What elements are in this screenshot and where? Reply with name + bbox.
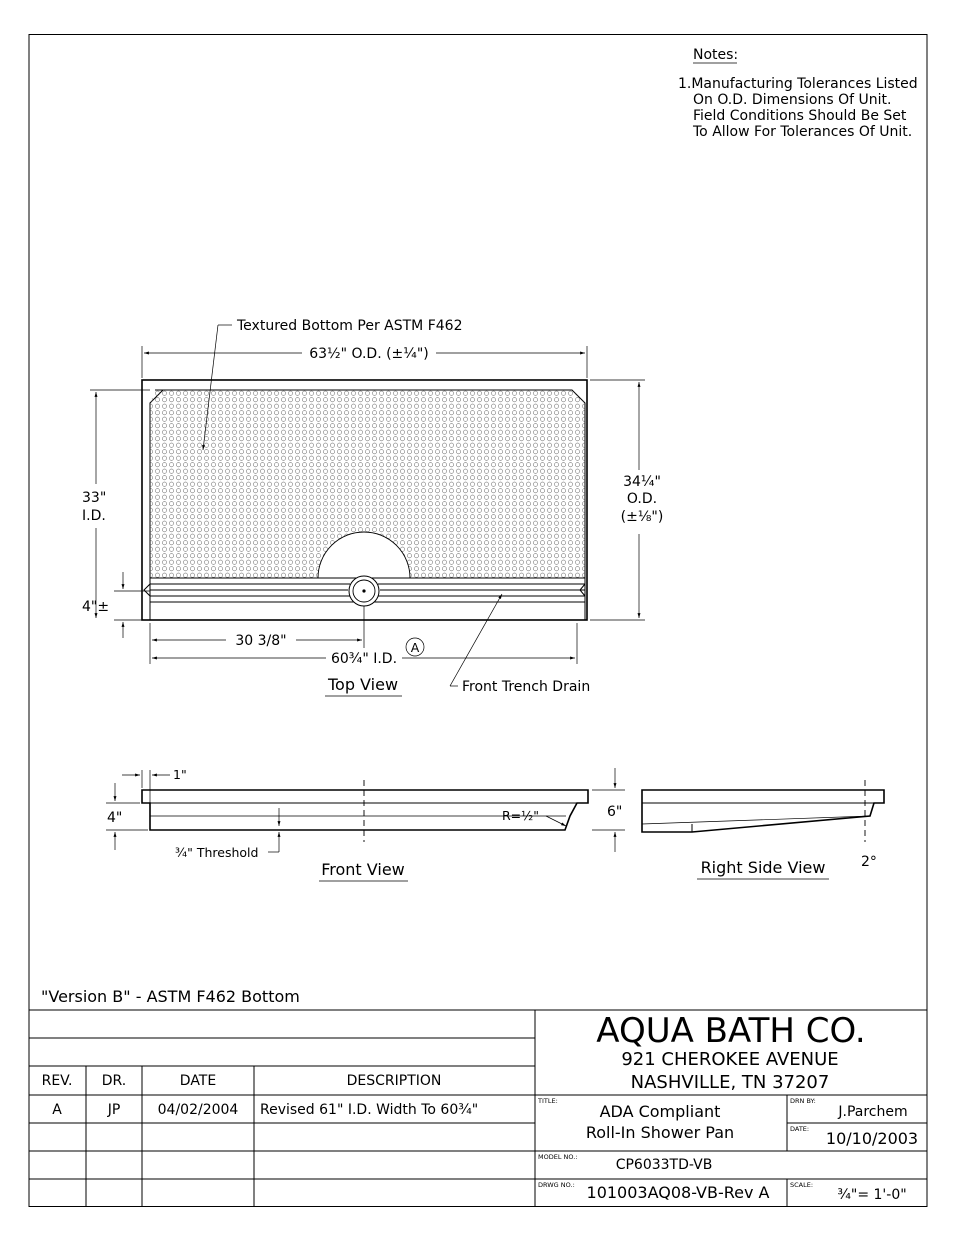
title-line-1: ADA Compliant — [599, 1102, 721, 1121]
id-height-value: 33" — [82, 490, 107, 506]
description-header: DESCRIPTION — [346, 1073, 442, 1089]
note-line-2: On O.D. Dimensions Of Unit. — [693, 92, 892, 108]
od-height-unit: O.D. — [626, 491, 658, 507]
drn-by-label: DRN BY: — [790, 1097, 816, 1105]
note-line-1: 1.Manufacturing Tolerances Listed — [678, 76, 918, 92]
dr-header: DR. — [101, 1073, 127, 1089]
date-header: DATE — [179, 1073, 217, 1089]
date-label: DATE: — [790, 1125, 810, 1133]
front-view — [106, 767, 625, 881]
textured-callout: Textured Bottom Per ASTM F462 — [237, 318, 463, 334]
note-line-3: Field Conditions Should Be Set — [693, 108, 907, 124]
note-line-4: To Allow For Tolerances Of Unit. — [693, 124, 913, 140]
company-name: AQUA BATH CO. — [596, 1011, 866, 1051]
trench-drain — [144, 576, 585, 606]
notes-heading: Notes: — [693, 47, 739, 63]
title-block — [29, 1010, 927, 1206]
top-view-caption: Top View — [327, 675, 399, 694]
drwg-label: DRWG NO.: — [538, 1181, 575, 1189]
drain-callout: Front Trench Drain — [462, 679, 591, 695]
scale: ¾"= 1'-0" — [837, 1187, 907, 1203]
drn-by: J.Parchem — [838, 1104, 908, 1120]
drawing-date: 10/10/2003 — [825, 1129, 919, 1148]
od-height-tol: (±⅛") — [620, 509, 664, 525]
id-height-unit: I.D. — [82, 508, 106, 524]
od-height-value: 34¼" — [623, 474, 661, 490]
slope-label: 2° — [861, 854, 877, 870]
scale-label: SCALE: — [790, 1181, 814, 1189]
top-view — [82, 318, 663, 696]
side-slope-line — [642, 816, 870, 824]
company-address-2: NASHVILLE, TN 37207 — [630, 1072, 830, 1093]
total-height-label: 6" — [607, 804, 623, 820]
side-view — [642, 780, 884, 879]
rev-a-date: 04/02/2004 — [157, 1102, 239, 1118]
rev-a-description: Revised 61" I.D. Width To 60¾" — [260, 1102, 479, 1118]
rev-a-dr: JP — [107, 1102, 121, 1118]
title-label: TITLE: — [538, 1097, 558, 1105]
side-view-caption: Right Side View — [700, 858, 826, 877]
drain-center — [362, 589, 365, 592]
version-label: "Version B" - ASTM F462 Bottom — [41, 987, 300, 1006]
threshold-label: ¾" Threshold — [175, 845, 259, 860]
title-line-2: Roll-In Shower Pan — [585, 1123, 735, 1142]
notes — [678, 47, 918, 140]
lip-height-label: 4" — [107, 810, 123, 826]
rev-a: A — [52, 1102, 62, 1118]
rev-marker: A — [410, 640, 420, 655]
id-width-label: 60¾" I.D. — [330, 651, 398, 667]
rev-header: REV. — [41, 1073, 73, 1089]
od-width-label: 63½" O.D. (±¼") — [309, 346, 429, 362]
radius-label: R=½" — [502, 808, 540, 823]
model-number: CP6033TD-VB — [615, 1157, 713, 1173]
drain-center-dim: 30 3/8" — [235, 633, 287, 649]
model-label: MODEL NO.: — [538, 1153, 578, 1161]
front-view-caption: Front View — [321, 860, 405, 879]
company-address-1: 921 CHEROKEE AVENUE — [621, 1049, 839, 1070]
threshold-dim: 1" — [173, 767, 187, 782]
drain-offset-label: 4"± — [82, 599, 110, 615]
drwg-number: 101003AQ08-VB-Rev A — [586, 1183, 770, 1202]
side-outline — [642, 790, 884, 832]
